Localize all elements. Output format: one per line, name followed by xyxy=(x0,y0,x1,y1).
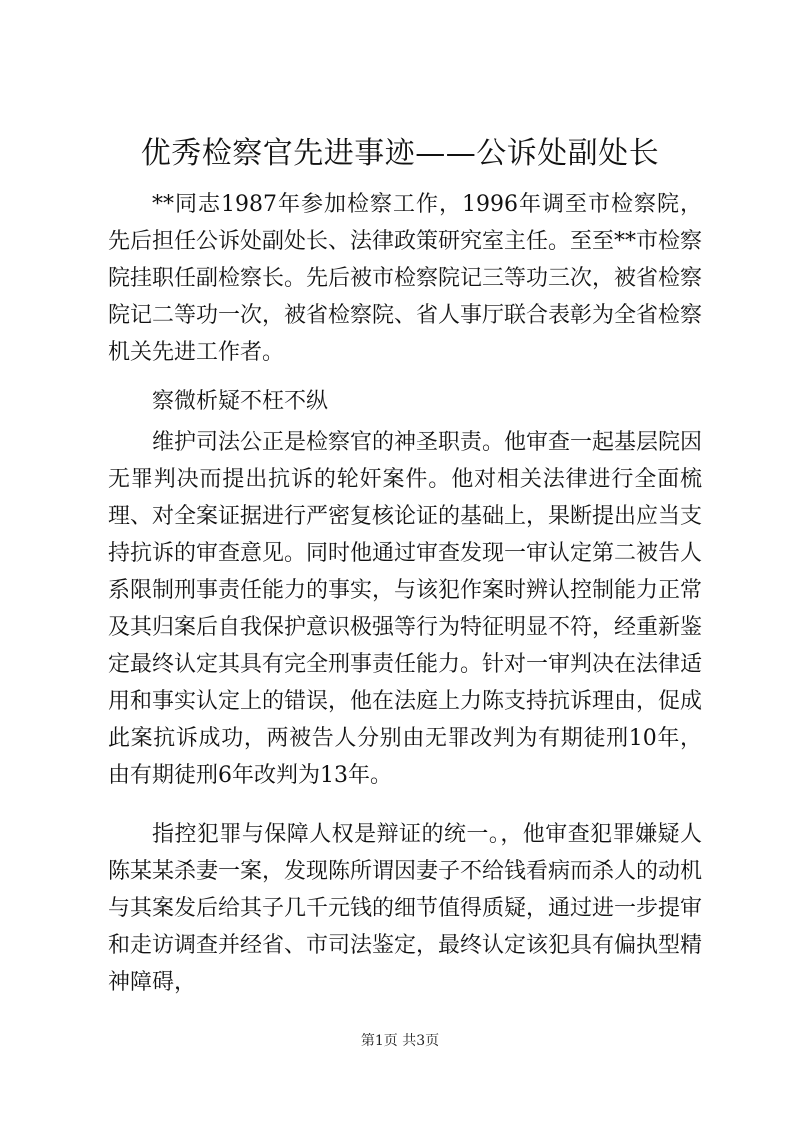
paragraph-intro: **同志1987年参加检察工作，1996年调至市检察院，先后担任公诉处副处长、法律政策研究室主任。至至**市检察院挂职任副检察长。先后被市检察院记三等功三次，被省检察院记二等功一次，被省检察院、省人事厅联合表彰为全省检察机关先进工作者。 xyxy=(108,192,703,365)
document-title: 优秀检察官先进事迹——公诉处副处长 xyxy=(140,136,660,171)
page-footer: 第1页 共3页 xyxy=(360,1033,440,1049)
document-body xyxy=(108,186,702,1001)
paragraph-case-one: 维护司法公正是检察官的神圣职责。他审查一起基层院因无罪判决而提出抗诉的轮奸案件。他对相关法律进行全面梳理、对全案证据进行严密复核论证的基础上，果断提出应当支持抗诉的审查意见。同时他通过审查发现一审认定第二被告人系限制刑事责任能力的事实，与该犯作案时辨认控制能力正常及其归案后自我保护意识极强等行为特征明显不符，经重新鉴定最终认定其具有完全刑事责任能力。针对一审判决在法律适用和事实认定上的错误，他在法庭上力陈支持抗诉理由，促成此案抗诉成功，两被告人分别由无罪改判为有期徒刑10年，由有期徒刑6年改判为13年。 xyxy=(108,430,703,788)
paragraph-case-two: 指控犯罪与保障人权是辩证的统一。，他审查犯罪嫌疑人陈某某杀妻一案，发现陈所谓因妻子不给钱看病而杀人的动机与其案发后给其子几千元钱的细节值得质疑，通过进一步提审和走访调查并经省、市司法鉴定，最终认定该犯具有偏执型精神障碍， xyxy=(108,822,703,995)
section-heading: 察微析疑不枉不纵 xyxy=(152,389,329,414)
